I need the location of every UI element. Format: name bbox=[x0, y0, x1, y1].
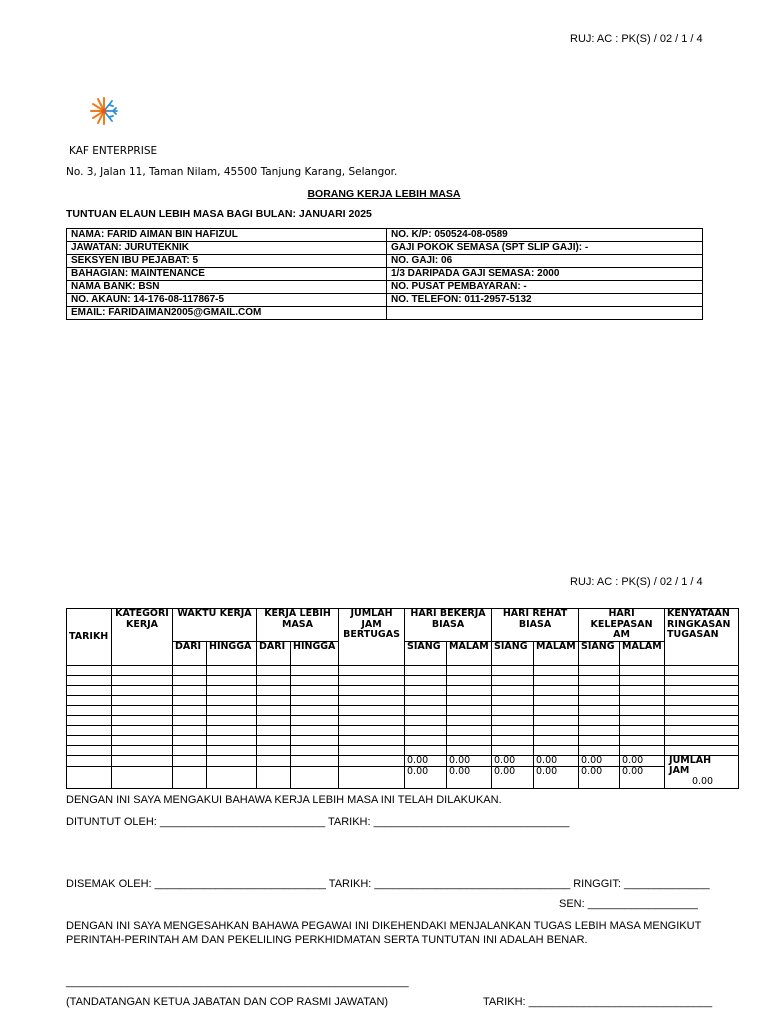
company-address: No. 3, Jalan 11, Taman Nilam, 45500 Tanjung Karang, Selangor. bbox=[66, 166, 398, 178]
info-left-cell: JAWATAN: JURUTEKNIK bbox=[67, 242, 387, 255]
subheader-malam: MALAM bbox=[447, 641, 492, 665]
info-right-cell: NO. TELEFON: 011-2957-5132 bbox=[387, 294, 703, 307]
total-row bbox=[67, 767, 739, 789]
table-cell bbox=[173, 745, 207, 755]
table-cell bbox=[579, 725, 620, 735]
total-biasa-siang: 0.00 bbox=[405, 755, 447, 767]
table-cell bbox=[257, 665, 291, 675]
table-cell bbox=[67, 735, 112, 745]
table-cell bbox=[579, 715, 620, 725]
total-rehat-siang: 0.00 bbox=[492, 755, 534, 767]
table-cell bbox=[173, 735, 207, 745]
subheader-malam: MALAM bbox=[620, 641, 665, 665]
info-row bbox=[67, 255, 703, 268]
table-cell bbox=[67, 705, 112, 715]
table-cell bbox=[207, 705, 257, 715]
header-kategori-kerja: KATEGORI KERJA bbox=[112, 609, 173, 666]
sen-line: SEN: __________________ bbox=[559, 898, 698, 910]
table-cell bbox=[492, 685, 534, 695]
overtime-table bbox=[66, 608, 739, 789]
table-cell bbox=[257, 695, 291, 705]
table-cell bbox=[207, 695, 257, 705]
table-cell bbox=[579, 685, 620, 695]
jumlah-jam-value: 0.00 bbox=[691, 775, 714, 787]
table-cell bbox=[620, 705, 665, 715]
table-cell bbox=[534, 665, 579, 675]
table-cell bbox=[339, 705, 405, 715]
table-cell bbox=[339, 725, 405, 735]
info-left-cell: NO. AKAUN: 14-176-08-117867-5 bbox=[67, 294, 387, 307]
table-cell bbox=[405, 715, 447, 725]
table-row bbox=[67, 695, 739, 705]
table-cell bbox=[447, 715, 492, 725]
total2-kelepasan-siang: 0.00 bbox=[579, 767, 620, 789]
table-cell bbox=[665, 685, 739, 695]
total2-biasa-malam: 0.00 bbox=[447, 767, 492, 789]
form-title: BORANG KERJA LEBIH MASA bbox=[307, 188, 461, 200]
table-cell bbox=[291, 745, 339, 755]
table-cell bbox=[339, 695, 405, 705]
table-cell bbox=[492, 695, 534, 705]
table-cell bbox=[339, 715, 405, 725]
table-cell bbox=[291, 725, 339, 735]
table-cell bbox=[112, 685, 173, 695]
table-cell bbox=[492, 725, 534, 735]
info-left-cell: SEKSYEN IBU PEJABAT: 5 bbox=[67, 255, 387, 268]
table-cell bbox=[447, 675, 492, 685]
table-cell bbox=[665, 705, 739, 715]
table-cell bbox=[620, 675, 665, 685]
snowflake-sun-icon bbox=[84, 92, 132, 130]
table-cell bbox=[405, 735, 447, 745]
table-cell bbox=[447, 745, 492, 755]
table-cell bbox=[257, 705, 291, 715]
reference-code-top: RUJ: AC : PK(S) / 02 / 1 / 4 bbox=[570, 33, 703, 45]
total-biasa-malam: 0.00 bbox=[447, 755, 492, 767]
table-cell bbox=[534, 735, 579, 745]
table-cell bbox=[447, 695, 492, 705]
total-kelepasan-siang: 0.00 bbox=[579, 755, 620, 767]
table-cell bbox=[257, 685, 291, 695]
declaration-text: DENGAN INI SAYA MENGAKUI BAHAWA KERJA LEBIH MASA INI TELAH DILAKUKAN. bbox=[66, 794, 502, 806]
table-cell bbox=[579, 665, 620, 675]
table-cell bbox=[492, 675, 534, 685]
table-cell bbox=[620, 695, 665, 705]
table-cell bbox=[665, 745, 739, 755]
table-cell bbox=[291, 695, 339, 705]
subheader-hingga: HINGGA bbox=[207, 641, 257, 665]
claimed-by-line: DITUNTUT OLEH: ___________________________ TARIKH: ________________________________ bbox=[66, 816, 570, 828]
table-cell bbox=[492, 665, 534, 675]
table-cell bbox=[534, 695, 579, 705]
table-cell bbox=[173, 695, 207, 705]
table-cell bbox=[447, 725, 492, 735]
info-right-cell: NO. PUSAT PEMBAYARAN: - bbox=[387, 281, 703, 294]
table-cell bbox=[257, 675, 291, 685]
table-cell bbox=[405, 665, 447, 675]
table-cell bbox=[447, 665, 492, 675]
table-cell bbox=[257, 715, 291, 725]
total2-biasa-siang: 0.00 bbox=[405, 767, 447, 789]
table-cell bbox=[492, 715, 534, 725]
company-name: KAF ENTERPRISE bbox=[69, 145, 158, 157]
table-cell bbox=[67, 715, 112, 725]
employee-info-table bbox=[66, 228, 703, 320]
info-row bbox=[67, 281, 703, 294]
info-left-cell: EMAIL: FARIDAIMAN2005@GMAIL.COM bbox=[67, 307, 387, 320]
table-cell bbox=[291, 665, 339, 675]
table-cell bbox=[339, 745, 405, 755]
table-cell bbox=[291, 735, 339, 745]
table-cell bbox=[405, 705, 447, 715]
jumlah-jam-cell bbox=[665, 755, 739, 789]
signature-date: TARIKH: ______________________________ bbox=[483, 996, 713, 1008]
table-cell bbox=[257, 735, 291, 745]
table-cell bbox=[620, 685, 665, 695]
table-row bbox=[67, 745, 739, 755]
table-cell bbox=[207, 715, 257, 725]
table-cell bbox=[112, 665, 173, 675]
table-cell bbox=[339, 685, 405, 695]
info-row bbox=[67, 307, 703, 320]
table-cell bbox=[67, 725, 112, 735]
header-kenyataan: KENYATAAN RINGKASAN TUGASAN bbox=[665, 609, 739, 666]
table-cell bbox=[112, 675, 173, 685]
info-row bbox=[67, 229, 703, 242]
signature-line: ________________________________________________________ bbox=[66, 976, 409, 988]
info-right-cell: 1/3 DARIPADA GAJI SEMASA: 2000 bbox=[387, 268, 703, 281]
table-cell bbox=[534, 715, 579, 725]
table-cell bbox=[67, 665, 112, 675]
table-cell bbox=[620, 665, 665, 675]
info-right-cell bbox=[387, 307, 703, 320]
table-cell bbox=[67, 745, 112, 755]
total2-rehat-siang: 0.00 bbox=[492, 767, 534, 789]
table-cell bbox=[112, 725, 173, 735]
subheader-siang: SIANG bbox=[405, 641, 447, 665]
table-cell bbox=[665, 675, 739, 685]
table-cell bbox=[492, 745, 534, 755]
subheader-dari: DARI bbox=[173, 641, 207, 665]
table-cell bbox=[173, 705, 207, 715]
table-cell bbox=[534, 685, 579, 695]
info-row bbox=[67, 242, 703, 255]
table-cell bbox=[579, 675, 620, 685]
header-hari-rehat-biasa: HARI REHAT BIASA bbox=[492, 609, 579, 642]
total2-kelepasan-malam: 0.00 bbox=[620, 767, 665, 789]
table-cell bbox=[447, 685, 492, 695]
table-row bbox=[67, 705, 739, 715]
header-hari-kelepasan-am: HARI KELEPASAN AM bbox=[579, 609, 665, 642]
table-cell bbox=[665, 715, 739, 725]
confirmation-text-2: PERINTAH-PERINTAH AM DAN PEKELILING PERKHIDMATAN SERTA TUNTUTAN INI ADALAH BENAR. bbox=[66, 934, 588, 946]
total-rehat-malam: 0.00 bbox=[534, 755, 579, 767]
table-row bbox=[67, 735, 739, 745]
table-cell bbox=[207, 725, 257, 735]
info-left-cell: NAMA: FARID AIMAN BIN HAFIZUL bbox=[67, 229, 387, 242]
table-cell bbox=[207, 735, 257, 745]
table-cell bbox=[207, 675, 257, 685]
info-row bbox=[67, 294, 703, 307]
table-cell bbox=[339, 665, 405, 675]
table-cell bbox=[173, 665, 207, 675]
confirmation-text-1: DENGAN INI SAYA MENGESAHKAN BAHAWA PEGAWAI INI DIKEHENDAKI MENJALANKAN TUGAS LEBIH MASA MENGIKUT bbox=[66, 920, 702, 932]
table-cell bbox=[579, 745, 620, 755]
header-kerja-lebih-masa: KERJA LEBIH MASA bbox=[257, 609, 339, 642]
table-cell bbox=[665, 735, 739, 745]
info-left-cell: BAHAGIAN: MAINTENANCE bbox=[67, 268, 387, 281]
table-cell bbox=[620, 725, 665, 735]
table-cell bbox=[112, 705, 173, 715]
info-left-cell: NAMA BANK: BSN bbox=[67, 281, 387, 294]
table-cell bbox=[112, 735, 173, 745]
subheader-malam: MALAM bbox=[534, 641, 579, 665]
table-cell bbox=[67, 685, 112, 695]
table-cell bbox=[207, 745, 257, 755]
table-cell bbox=[579, 695, 620, 705]
header-tarikh: TARIKH bbox=[67, 609, 112, 666]
table-cell bbox=[173, 715, 207, 725]
subheader-siang: SIANG bbox=[492, 641, 534, 665]
table-cell bbox=[173, 675, 207, 685]
reference-code-mid: RUJ: AC : PK(S) / 02 / 1 / 4 bbox=[570, 576, 703, 588]
header-jumlah-jam: JUMLAH JAM BERTUGAS bbox=[339, 609, 405, 666]
table-cell bbox=[405, 675, 447, 685]
table-cell bbox=[534, 675, 579, 685]
info-row bbox=[67, 268, 703, 281]
table-row bbox=[67, 725, 739, 735]
table-cell bbox=[534, 705, 579, 715]
table-cell bbox=[112, 715, 173, 725]
claim-month-line: TUNTUAN ELAUN LEBIH MASA BAGI BULAN: JANUARI 2025 bbox=[66, 208, 372, 220]
signature-caption: (TANDATANGAN KETUA JABATAN DAN COP RASMI JAWATAN) bbox=[66, 996, 389, 1008]
table-cell bbox=[291, 685, 339, 695]
table-cell bbox=[291, 705, 339, 715]
table-cell bbox=[257, 725, 291, 735]
table-cell bbox=[339, 735, 405, 745]
header-hari-bekerja-biasa: HARI BEKERJA BIASA bbox=[405, 609, 492, 642]
table-cell bbox=[620, 715, 665, 725]
table-cell bbox=[291, 675, 339, 685]
total-kelepasan-malam: 0.00 bbox=[620, 755, 665, 767]
table-cell bbox=[579, 735, 620, 745]
table-cell bbox=[112, 695, 173, 705]
table-row bbox=[67, 675, 739, 685]
table-cell bbox=[207, 665, 257, 675]
table-cell bbox=[291, 715, 339, 725]
table-cell bbox=[534, 725, 579, 735]
table-row bbox=[67, 665, 739, 675]
table-cell bbox=[620, 745, 665, 755]
table-cell bbox=[405, 745, 447, 755]
table-cell bbox=[665, 665, 739, 675]
info-right-cell: GAJI POKOK SEMASA (SPT SLIP GAJI): - bbox=[387, 242, 703, 255]
table-cell bbox=[579, 705, 620, 715]
table-cell bbox=[447, 735, 492, 745]
total2-rehat-malam: 0.00 bbox=[534, 767, 579, 789]
subheader-siang: SIANG bbox=[579, 641, 620, 665]
table-cell bbox=[67, 675, 112, 685]
table-cell bbox=[665, 725, 739, 735]
table-cell bbox=[207, 685, 257, 695]
info-right-cell: NO. K/P: 050524-08-0589 bbox=[387, 229, 703, 242]
table-cell bbox=[620, 735, 665, 745]
table-cell bbox=[67, 695, 112, 705]
subheader-dari: DARI bbox=[257, 641, 291, 665]
jumlah-jam-label: JUMLAH JAM bbox=[669, 755, 712, 776]
table-cell bbox=[405, 685, 447, 695]
table-cell bbox=[173, 725, 207, 735]
table-cell bbox=[257, 745, 291, 755]
table-row bbox=[67, 715, 739, 725]
table-cell bbox=[665, 695, 739, 705]
overtime-table-body bbox=[67, 665, 739, 789]
table-cell bbox=[173, 685, 207, 695]
table-cell bbox=[405, 695, 447, 705]
table-cell bbox=[492, 705, 534, 715]
info-right-cell: NO. GAJI: 06 bbox=[387, 255, 703, 268]
table-cell bbox=[447, 705, 492, 715]
table-cell bbox=[534, 745, 579, 755]
total-row bbox=[67, 755, 739, 767]
table-cell bbox=[492, 735, 534, 745]
table-cell bbox=[339, 675, 405, 685]
table-cell bbox=[112, 745, 173, 755]
header-waktu-kerja: WAKTU KERJA bbox=[173, 609, 257, 642]
table-row bbox=[67, 685, 739, 695]
table-cell bbox=[405, 725, 447, 735]
checked-by-line: DISEMAK OLEH: ____________________________ TARIKH: ________________________________ RINGGIT: ______________ bbox=[66, 878, 710, 890]
subheader-hingga: HINGGA bbox=[291, 641, 339, 665]
